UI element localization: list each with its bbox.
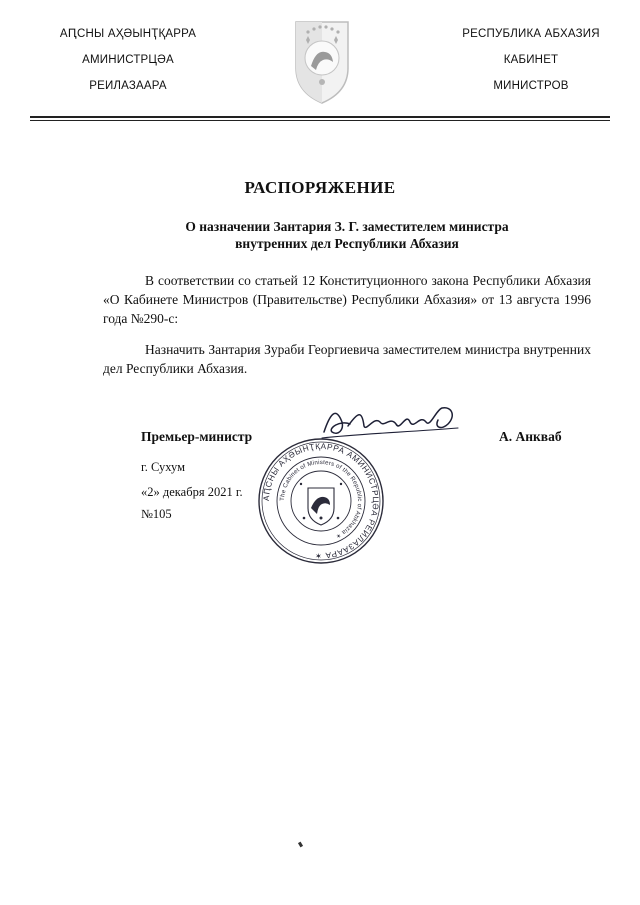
header-left-line-2: АМИНИСТРЦӘА (82, 54, 174, 66)
header-left-line-3: РЕИЛАЗААРА (89, 80, 167, 92)
header-right-line-2: КАБИНЕТ (503, 54, 559, 66)
header-right-block (448, 26, 614, 104)
paragraph-legal-basis (103, 271, 591, 328)
signatory-title: Премьер-министр (141, 429, 253, 444)
subject-line-1: О назначении Зантария З. Г. заместителем министра (185, 219, 509, 234)
document-number: №105 (141, 507, 172, 521)
official-seal-icon (256, 436, 386, 566)
header-left-block (48, 26, 208, 104)
header-divider-thick (30, 116, 610, 118)
subject-line-2: внутренних дел Республики Абхазия (235, 236, 459, 251)
document-subject (0, 218, 640, 252)
header-divider-thin (30, 120, 610, 121)
signatory-name: А. Анкваб (499, 429, 562, 444)
abkhazia-emblem-icon (292, 18, 352, 106)
paragraph-appointment (103, 340, 591, 378)
header-left-line-1: АԤСНЫ АҲӘЫНҬҚАРРА (59, 28, 197, 40)
header-right-line-3: МИНИСТРОВ (493, 80, 569, 92)
document-title: РАСПОРЯЖЕНИЕ (244, 178, 396, 197)
handwritten-signature (318, 402, 464, 444)
header-right-line-1: РЕСПУБЛИКА АБХАЗИЯ (462, 28, 600, 40)
paragraph-appointment-text: Назначить Зантария Зураби Георгиевича заместителем министра внутренних дел Республики Абхазия. (103, 342, 591, 376)
scan-mark (298, 842, 303, 848)
paragraph-legal-basis-text: В соответствии со статьей 12 Конституционного закона Республики Абхазия «О Кабинете Министров (Правительстве) Республики Абхазия» от 13 августа 1996 года №290-с: (103, 273, 591, 326)
document-date: «2» декабря 2021 г. (141, 485, 243, 499)
svg-text:The Cabinet of Ministers of th: The Cabinet of Ministers of the Republic of Abkhazia ✶ (278, 458, 364, 540)
document-city: г. Сухум (141, 460, 186, 474)
svg-text:АԤСНЫ АҲӘЫНҬҚАРРА АМИНИСТРЦӘА: АԤСНЫ АҲӘЫНҬҚАРРА АМИНИСТРЦӘА РЕИЛАЗААРА ✶ (261, 441, 381, 561)
